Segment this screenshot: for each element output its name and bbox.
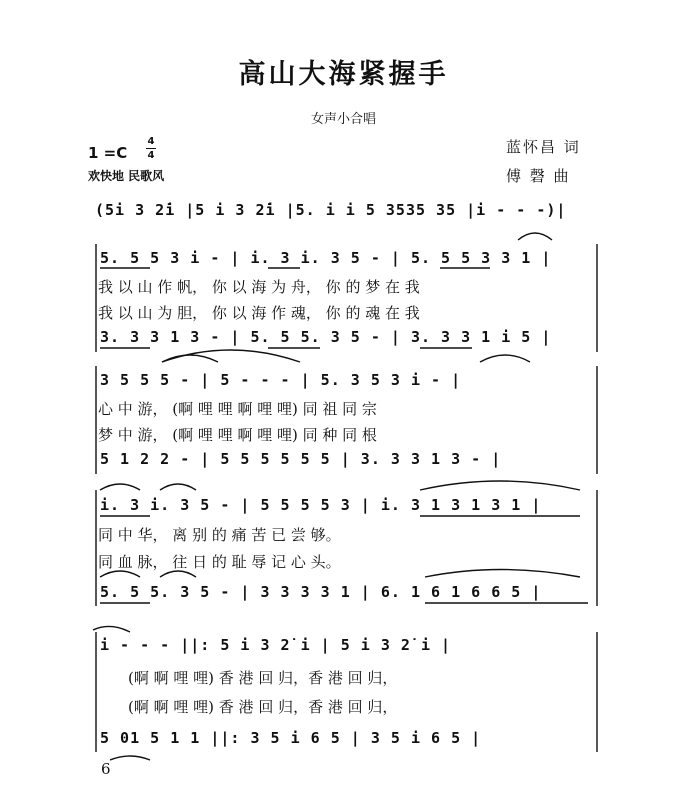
lyric-row: 同 血 脉， 往 日 的 耻 辱 记 心 头。 [98, 553, 341, 571]
lyric-row: 我 以 山 作 帆， 你 以 海 为 舟， 你 的 梦 在 我 [98, 278, 420, 296]
key-signature: 1 =C [88, 144, 128, 162]
lyric-row: 我 以 山 为 胆， 你 以 海 作 魂， 你 的 魂 在 我 [98, 304, 420, 322]
subtitle: 女声小合唱 [310, 112, 376, 127]
score-row: 5. 5 5. 3 5 - | 3 3 3 3 1 | 6. 1 6 1 6 6 5 | [100, 583, 542, 601]
score-row: 3. 3 3 1 3 - | 5. 5 5. 3 5 - | 3. 3 3 1 i 5 | [100, 328, 552, 346]
lyric-row: 同 中 华， 离 别 的 痛 苦 已 尝 够。 [98, 526, 341, 544]
tempo-marking: 欢快地 民歌风 [88, 169, 165, 183]
lyric-row: (啊 啊 哩 哩) 香 港 回 归，香 港 回 归， [128, 669, 398, 687]
score-row: 5 01 5 1 1 ||: 3 5 i 6 5 | 3 5 i 6 5 | [100, 729, 482, 747]
time-signature-top: 4 [147, 136, 155, 147]
score-row: 5 1 2 2 - | 5 5 5 5 5 5 | 3. 3 3 1 3 - | [100, 450, 502, 468]
score-row: 5. 5 5 3 i - | i. 3 i. 3 5 - | 5. 5 5 3 3 1 | [100, 249, 552, 267]
score-row: i - - - ||: 5 i 3 2̇ i | 5 i 3 2̇ i | [100, 636, 452, 654]
lyric-row: 心 中 游， (啊 哩 哩 啊 哩 哩) 同 祖 同 宗 [98, 400, 377, 418]
score-row: 3 5 5 5 - | 5 - - - | 5. 3 5 3 i - | [100, 371, 462, 389]
lyric-row: 梦 中 游， (啊 哩 哩 啊 哩 哩) 同 种 同 根 [98, 426, 377, 444]
score-row: (5i 3 2̇i |5 i 3 2̇i |5. i i 5 3535 35 |i - - -)| [95, 201, 567, 219]
page-title: 高山大海紧握手 [238, 59, 449, 90]
lyric-row: (啊 啊 哩 哩) 香 港 回 归，香 港 回 归， [128, 698, 398, 716]
composer-credit: 傅 磬 曲 [506, 167, 571, 185]
lyricist-credit: 蓝怀昌 词 [506, 138, 581, 156]
page-number: 6 [101, 760, 111, 778]
time-signature-bottom: 4 [147, 150, 155, 161]
score-row: i. 3 i. 3 5 - | 5 5 5 5 3 | i. 3 1 3 1 3 1 | [100, 496, 542, 514]
